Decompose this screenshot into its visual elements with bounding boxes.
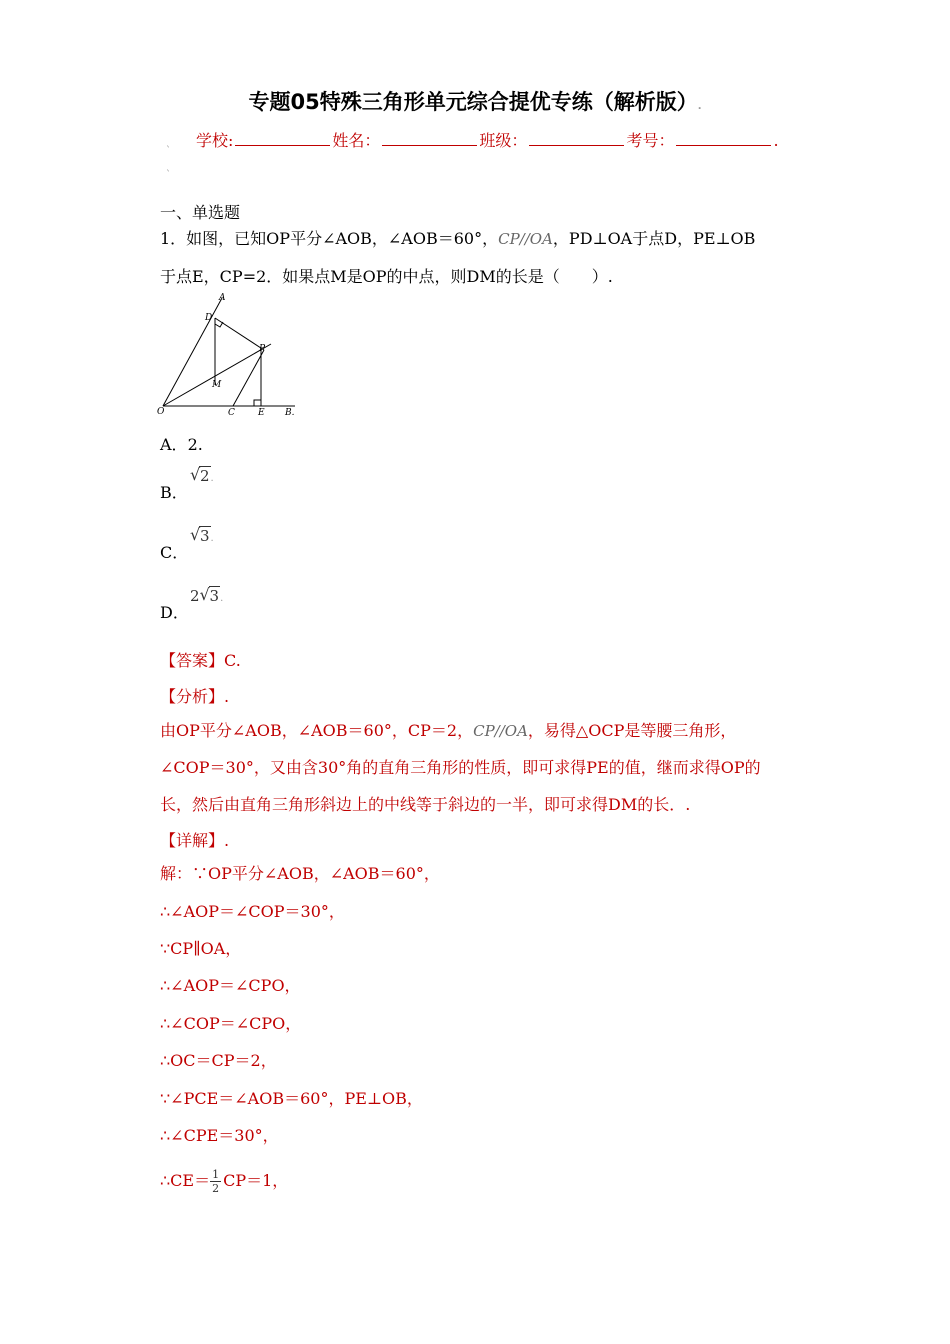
fraction-one-half: $\frac{1}{2}$ [212, 1168, 220, 1195]
detail-step: ∵∠PCE＝∠AOB＝60°，PE⊥OB， [160, 1089, 423, 1108]
question-text: 1．如图，已知OP平分∠AOB，∠AOB＝60°， [160, 229, 499, 248]
geometry-figure [155, 288, 305, 420]
paragraph-mark: ` [166, 146, 171, 157]
detail-step: ∵CP∥OA， [160, 939, 242, 958]
paragraph-mark: ` [166, 170, 171, 181]
detail-step: ∴OC＝CP＝2， [160, 1051, 277, 1070]
option-b[interactable]: B． [160, 483, 188, 502]
analysis-label: 【分析】. [160, 687, 230, 706]
detail-step-fraction: ∴CE＝ $\frac{1}{2}$ CP＝1， [160, 1168, 289, 1195]
answer-label: 【答案】 [160, 651, 225, 670]
label-A: A [219, 293, 226, 303]
option-d-value: 2 √ 3. [190, 585, 224, 605]
class-blank[interactable] [529, 131, 624, 146]
section-title: 一、单选题 [160, 203, 241, 222]
detail-step: ∴∠AOP＝∠COP＝30°， [160, 902, 345, 921]
label-C: C [228, 408, 235, 418]
detail-step: ∴∠COP＝∠CPO， [160, 1014, 302, 1033]
number-label: 考号： [626, 131, 675, 150]
option-d[interactable]: D． [160, 603, 189, 622]
label-D: D [205, 313, 213, 323]
name-label: 姓名： [332, 131, 381, 150]
detail-label: 【详解】. [160, 831, 230, 850]
label-O: O [157, 407, 165, 417]
analysis-line-3: 长，然后由直角三角形斜边上的中线等于斜边的一半，即可求得DM的长．. [160, 795, 691, 814]
option-b-value: √ 2. [190, 465, 214, 485]
name-blank[interactable] [382, 131, 477, 146]
answer-value: C. [224, 651, 241, 670]
header-fields [196, 128, 779, 151]
number-blank[interactable] [676, 131, 771, 146]
label-M: M [212, 380, 222, 390]
header-end: . [773, 131, 779, 150]
analysis-line-2: ∠COP＝30°，又由含30°角的直角三角形的性质，即可求得PE的值，继而求得OP的 [160, 758, 761, 777]
label-E: E [258, 408, 265, 418]
segment-CP [233, 350, 264, 406]
detail-step: 解：∵OP平分∠AOB，∠AOB＝60°， [160, 864, 440, 883]
label-B: B. [285, 408, 295, 418]
school-blank[interactable] [235, 131, 330, 146]
segment-OP [163, 344, 271, 406]
detail-step: ∴∠AOP＝∠CPO， [160, 976, 301, 995]
question-line-1 [160, 226, 755, 249]
label-P: P [259, 344, 266, 354]
option-a[interactable]: A．2. [160, 435, 203, 454]
option-c-value: √ 3. [190, 525, 214, 545]
question-text: ，PD⊥OA于点D，PE⊥OB [552, 229, 756, 248]
detail-step: ∴∠CPE＝30°， [160, 1126, 279, 1145]
school-label: 学校: [196, 131, 234, 150]
right-angle-E [254, 400, 261, 406]
parallel-math: CP//OA [498, 230, 553, 248]
answer-line [160, 648, 241, 671]
analysis-line-1: 由OP平分∠AOB，∠AOB＝60°，CP＝2，CP//OA，易得△OCP是等腰三角形， [160, 721, 737, 740]
class-label: 班级： [479, 131, 528, 150]
option-c[interactable]: C． [160, 543, 189, 562]
question-line-2: 于点E，CP=2．如果点M是OP的中点，则DM的长是（ ）. [160, 267, 613, 286]
parallel-math: CP//OA [473, 722, 528, 740]
page-title: 专题05特殊三角形单元综合提优专练（解析版）. [248, 90, 702, 114]
